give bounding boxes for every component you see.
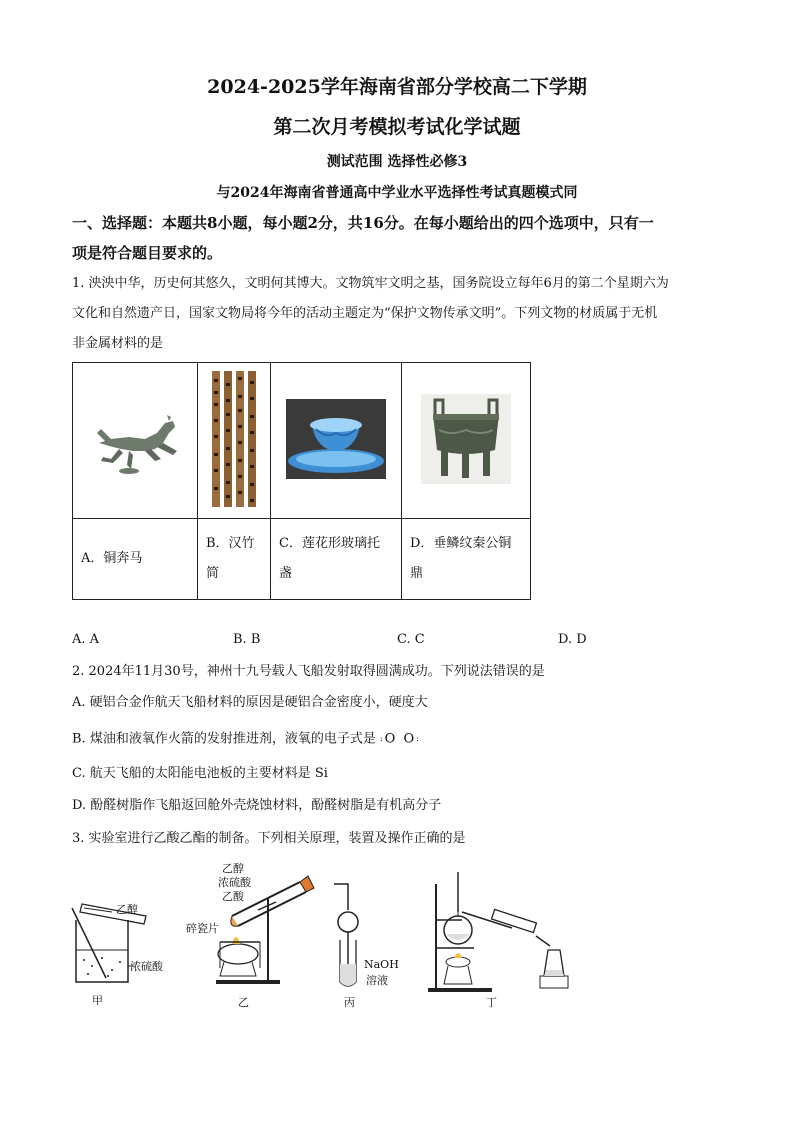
q2-option-a[interactable]: A. 硬铝合金作航天飞船材料的原因是硬铝合金密度小，硬度大 [72,695,428,710]
yi-label-porcelain: 碎瓷片 [186,922,219,935]
option-d-label: D．垂鳞纹秦公铜 鼎 [402,519,531,600]
section-heading [72,208,722,268]
jia-caption: 甲 [92,994,103,1007]
option-b-label: B．汉竹 简 [198,519,271,600]
option-c-image-cell [271,363,402,519]
option-b-image-cell [198,363,271,519]
bronze-ding-image [421,394,511,484]
lotus-glass-cup-image [286,399,386,479]
q2-option-d[interactable]: D. 酚醛树脂作飞船返回舱外壳烧蚀材料，酚醛树脂是有机高分子 [72,798,442,813]
yi-caption: 乙 [238,996,249,1009]
bing-label-solution: 溶液 [366,974,388,987]
q2-option-b[interactable]: B. 煤油和液氧作火箭的发射推进剂，液氧的电子式是 :O O: [72,724,722,755]
q1-line3: 非金属材料的是 [72,336,164,351]
option-a-image-cell [73,363,198,519]
option-d-image-cell [402,363,531,519]
option-c-label: C．莲花形玻璃托 盏 [271,519,402,600]
section-heading-line2: 项是符合题目要求的。 [72,244,223,262]
bronze-horse-image [85,399,185,479]
paper-title-line1: 2024-2025学年海南省部分学校高二下学期 [207,76,587,98]
apparatus-yi [180,858,320,1018]
exam-note: 与2024年海南省普通高中学业水平选择性考试真题模式同 [216,185,578,201]
yi-label-ethanol: 乙醇 [222,862,244,875]
q1-line2: 文化和自然遗产日，国家文物局将今年的活动主题定为“保护文物传承文明”。下列文物的材质属于无机 [72,306,658,321]
q1-options-table [72,362,531,600]
apparatus-ding [422,866,592,1016]
q1-line1: 1. 泱泱中华，历史何其悠久，文明何其博大。文物筑牢文明之基，国务院设立每年6月的第二个星期六为 [72,276,669,291]
yi-label-sulfuric-acid: 浓硫酸 [218,876,251,889]
section-heading-line1: 一、选择题：本题共8小题，每小题2分，共16分。在每小题给出的四个选项中，只有一 [72,214,654,232]
bing-label-naoh: NaOH [364,958,399,971]
bing-caption: 丙 [344,996,355,1009]
oxygen-electron-formula: :O O: [379,731,421,747]
q1-answer-b[interactable]: B. B [233,632,261,647]
q1-answer-a[interactable]: A. A [72,632,100,647]
apparatus-jia [62,860,172,1020]
option-a-label: A．铜奔马 [73,519,198,600]
question-3-stem: 3. 实验室进行乙酸乙酯的制备。下列相关原理，装置及操作正确的是 [72,831,466,846]
q1-answer-d[interactable]: D. D [558,632,587,647]
distillation-diagram [422,866,592,996]
jia-label-ethanol: 乙醇 [116,903,138,916]
question-1-stem [72,269,722,359]
ding-caption: 丁 [486,996,497,1009]
q2-option-c[interactable]: C. 航天飞船的太阳能电池板的主要材料是 Si [72,766,328,781]
q1-answer-c[interactable]: C. C [397,632,425,647]
paper-title-line2: 第二次月考模拟考试化学试题 [273,116,521,138]
apparatus-bing [326,880,416,1020]
yi-label-acetic-acid: 乙酸 [222,890,244,903]
bamboo-slips-image [208,369,260,509]
test-scope: 测试范围 选择性必修3 [326,154,468,170]
jia-label-sulfuric-acid: 浓硫酸 [130,960,163,973]
question-2-stem: 2. 2024年11月30号，神州十九号载人飞船发射取得圆满成功。下列说法错误的是 [72,664,545,679]
